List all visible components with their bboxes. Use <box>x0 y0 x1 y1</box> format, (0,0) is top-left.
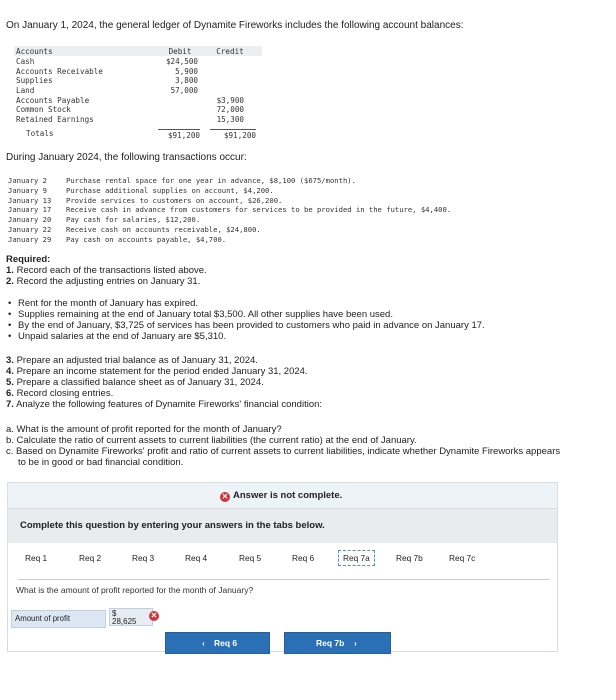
incorrect-icon: ✕ <box>150 611 158 620</box>
analysis-question: a. What is the amount of profit reported for the month of January? <box>6 424 282 435</box>
chevron-left-icon: ‹ <box>202 638 205 648</box>
transaction-text: Pay cash on accounts payable, $4,700. <box>66 234 227 244</box>
tab-req-1[interactable]: Req 1 <box>25 553 48 563</box>
credit-value: 15,300 <box>216 115 244 125</box>
required-item: 7. Analyze the following features of Dynamite Fireworks' financial condition: <box>6 399 323 410</box>
instruction-text: Complete this question by entering your answers in the tabs below. <box>20 520 325 531</box>
ledger-totals-row <box>14 126 262 138</box>
instruction-bar <box>8 509 557 543</box>
tab-divider <box>18 579 550 580</box>
analysis-question-continued: to be in good or bad financial condition. <box>18 457 184 468</box>
analysis-question: b. Calculate the ratio of current assets to current liabilities (the current ratio) at the end of January. <box>6 435 417 446</box>
transaction-text: Purchase additional supplies on account, $4,200. <box>66 185 274 195</box>
bullet-item: • By the end of January, $3,725 of services has been provided to customers who paid in advance on January 17. <box>8 320 485 331</box>
account-name: Retained Earnings <box>16 115 94 125</box>
analysis-question: c. Based on Dynamite Fireworks' profit and ratio of current assets to current liabilities, indicate whether Dynamite Fireworks appears <box>6 446 561 457</box>
debit-value: 3,800 <box>175 76 198 86</box>
req-tabs <box>8 549 557 575</box>
status-message: ✕ Answer is not complete. <box>221 490 343 501</box>
account-name: Accounts Payable <box>16 95 90 105</box>
next-button[interactable] <box>284 632 391 654</box>
answer-panel <box>7 482 558 652</box>
question-text: What is the amount of profit reported for the month of January? <box>16 585 254 595</box>
tab-req-7b[interactable]: Req 7b <box>396 553 423 563</box>
credit-value: 72,000 <box>216 105 244 115</box>
currency-symbol: $ <box>112 609 117 618</box>
ledger-row <box>14 104 262 114</box>
transaction-date: January 17 <box>8 205 52 215</box>
transaction-text: Pay cash for salaries, $12,200. <box>66 215 201 225</box>
ledger-row <box>14 56 262 66</box>
ledger-row <box>14 85 262 95</box>
bullet-item: • Supplies remaining at the end of January total $3,500. All other supplies have been used. <box>8 309 485 320</box>
account-name: Supplies <box>16 76 53 86</box>
prev-button[interactable] <box>165 632 270 654</box>
transaction-row <box>8 225 451 235</box>
tab-req-6[interactable]: Req 6 <box>292 553 315 563</box>
transaction-row <box>8 215 451 225</box>
transaction-date: January 29 <box>8 234 52 244</box>
transaction-date: January 13 <box>8 195 52 205</box>
tab-req-3[interactable]: Req 3 <box>132 553 155 563</box>
transactions-intro: During January 2024, the following transactions occur: <box>6 152 247 163</box>
ledger-row <box>14 75 262 85</box>
debit-value: 5,900 <box>175 66 198 76</box>
error-icon: ✕ <box>221 492 229 501</box>
required-section <box>6 254 207 287</box>
analysis-questions <box>6 424 610 468</box>
ledger-row <box>14 66 262 76</box>
required-item: 2. Record the adjusting entries on January 31. <box>6 276 201 287</box>
transaction-text: Purchase rental space for one year in advance, $8,100 ($675/month). <box>66 176 356 185</box>
bullet-item: • Unpaid salaries at the end of January are $5,310. <box>8 331 485 342</box>
transaction-row <box>8 205 451 215</box>
transaction-row <box>8 235 451 245</box>
transaction-date: January 20 <box>8 215 52 225</box>
status-bar <box>8 483 557 509</box>
debit-value: 57,000 <box>170 86 198 96</box>
transaction-date: January 9 <box>8 185 47 195</box>
account-name: Common Stock <box>16 105 71 115</box>
account-name: Cash <box>16 57 35 66</box>
transaction-date: January 22 <box>8 224 52 234</box>
chevron-right-icon: › <box>354 638 357 648</box>
totals-credit: $91,200 <box>210 129 256 140</box>
totals-debit: $91,200 <box>158 129 200 140</box>
transaction-text: Provide services to customers on account, $26,200. <box>66 195 283 205</box>
adjustment-bullets <box>8 298 485 342</box>
prev-button-label: Req 6 <box>214 638 238 648</box>
transaction-text: Receive cash on accounts receivable, $24,800. <box>66 224 261 234</box>
tab-req-4[interactable]: Req 4 <box>185 553 208 563</box>
transaction-text: Receive cash in advance from customers for services to be provided in the future, $4,400. <box>66 205 452 215</box>
transaction-row <box>8 186 451 196</box>
amount-label: Amount of profit <box>11 610 106 628</box>
tab-req-5[interactable]: Req 5 <box>239 553 262 563</box>
ledger-header <box>14 46 262 56</box>
tab-req-7a[interactable]: Req 7a <box>338 550 375 566</box>
amount-input[interactable] <box>109 608 153 626</box>
ledger-table <box>14 46 262 138</box>
required-item: 4. Prepare an income statement for the period ended January 31, 2024. <box>6 366 308 377</box>
header-debit: Debit <box>168 47 192 56</box>
transaction-date: January 2 <box>8 176 47 185</box>
debit-value: $24,500 <box>165 57 198 66</box>
ledger-row <box>14 95 262 105</box>
transactions-list <box>8 176 451 245</box>
account-name: Accounts Receivable <box>16 66 103 76</box>
ledger-row <box>14 114 262 124</box>
required-items-continued <box>6 355 322 410</box>
tab-req-7c[interactable]: Req 7c <box>449 553 476 563</box>
totals-label: Totals <box>26 128 54 138</box>
required-item: 3. Prepare an adjusted trial balance as of January 31, 2024. <box>6 355 258 366</box>
tab-req-2[interactable]: Req 2 <box>79 553 102 563</box>
amount-value: 28,625 <box>112 617 137 626</box>
header-accounts: Accounts <box>16 47 53 56</box>
required-title: Required: <box>6 254 51 265</box>
header-credit: Credit <box>216 47 244 56</box>
intro-text: On January 1, 2024, the general ledger of Dynamite Fireworks includes the following account balances: <box>6 20 464 31</box>
transaction-row <box>8 196 451 206</box>
required-item: 6. Record closing entries. <box>6 388 114 399</box>
required-item: 1. Record each of the transactions listed above. <box>6 265 207 276</box>
bullet-item: • Rent for the month of January has expired. <box>8 298 485 309</box>
required-item: 5. Prepare a classified balance sheet as of January 31, 2024. <box>6 377 264 388</box>
account-name: Land <box>16 86 35 96</box>
credit-value: $3,900 <box>216 95 244 105</box>
transaction-row <box>8 176 451 186</box>
next-button-label: Req 7b <box>316 638 345 648</box>
